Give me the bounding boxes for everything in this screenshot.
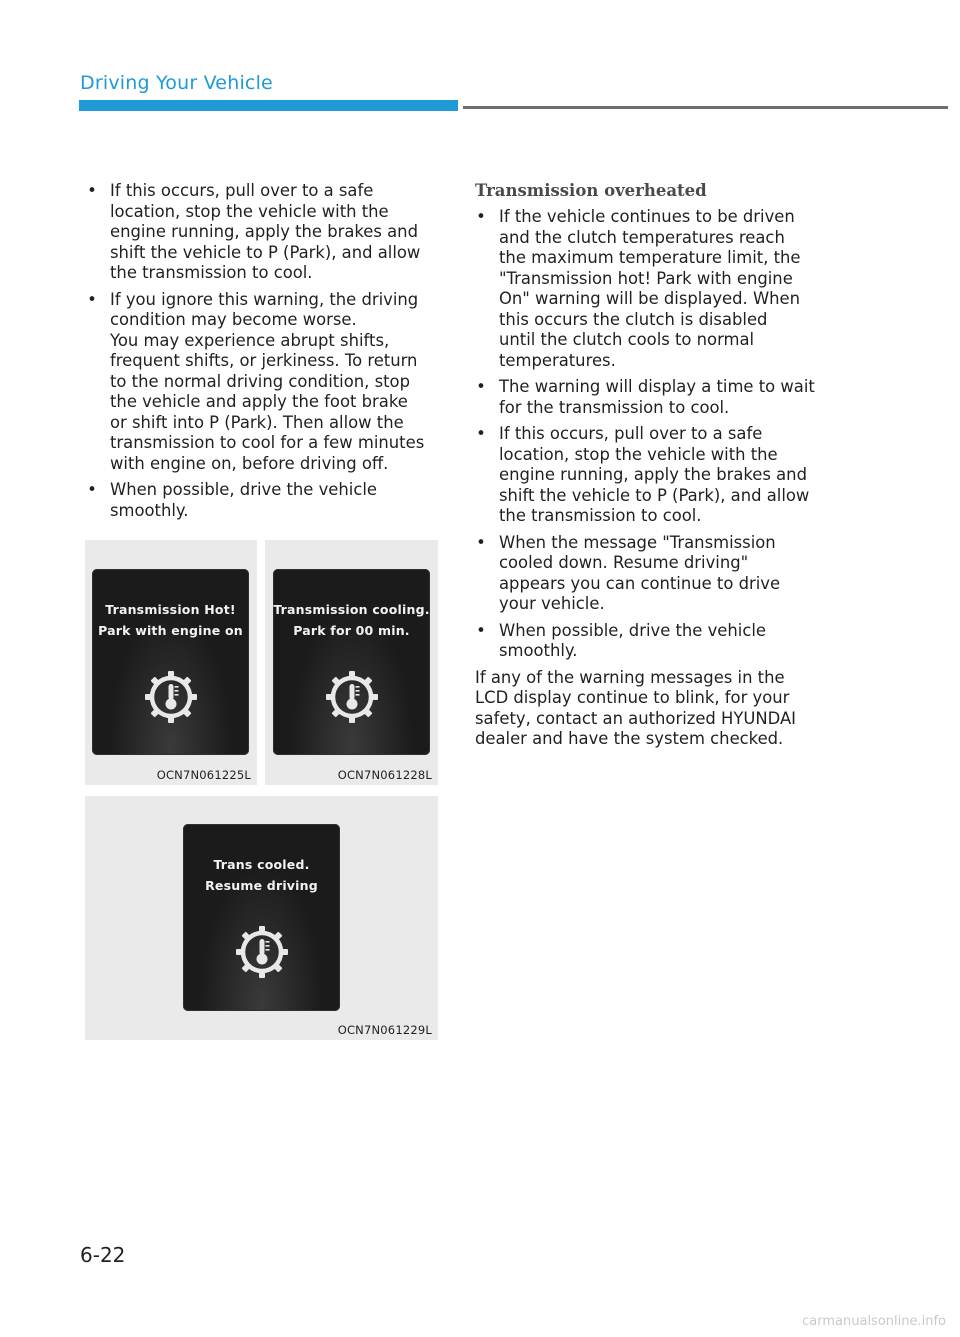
list-item: • If this occurs, pull over to a safe location, stop the vehicle with the engine running, apply the brakes and shift the vehicle to P (Park), and allow the transmission to cool. [87, 181, 421, 282]
list-item: • If this occurs, pull over to a safe location, stop the vehicle with the engine running, apply the brakes and shift the vehicle to P (Park), and allow the transmission to cool. [476, 424, 810, 525]
list-item: • When possible, drive the vehicle smoothly. [476, 620, 766, 660]
figure-transmission-cooling [265, 540, 438, 785]
left-column [86, 181, 446, 527]
bullet-icon: • [87, 480, 97, 499]
bullet-icon: • [87, 289, 97, 309]
display-message: Trans cooled. Resume driving [205, 857, 318, 893]
figure-transmission-hot [85, 540, 257, 785]
left-bullet-list [86, 181, 446, 521]
right-bullet-list [475, 207, 835, 662]
bullet-icon: • [476, 532, 486, 552]
cluster-display [273, 569, 430, 755]
figure-code: OCN7N061228L [337, 768, 432, 782]
cluster-display [183, 824, 340, 1011]
gear-thermometer-icon [322, 667, 382, 727]
watermark: carmanualsonline.info [802, 1314, 946, 1329]
page-number: 6-22 [80, 1243, 126, 1267]
bullet-icon: • [87, 181, 97, 200]
section-title: Driving Your Vehicle [80, 72, 273, 94]
list-item: • When possible, drive the vehicle smoothly. [87, 480, 377, 520]
gear-thermometer-icon [232, 922, 292, 982]
gear-thermometer-icon [141, 667, 201, 727]
bullet-icon: • [476, 377, 486, 396]
closing-paragraph: If any of the warning messages in the LCD display continue to blink, for your safety, contact an authorized HYUNDAI dealer and have the system checked. [475, 667, 797, 748]
list-item: • The warning will display a time to wait for the transmission to cool. [476, 377, 815, 417]
header-rule-blue [79, 100, 458, 111]
figure-code: OCN7N061229L [337, 1023, 432, 1037]
list-item: • When the message "Transmission cooled down. Resume driving" appears you can continue to drive your vehicle. [476, 532, 781, 613]
list-item: • If the vehicle continues to be driven and the clutch temperatures reach the maximum temperature limit, the "Transmission hot! Park with engine On" warning will be displayed. When this occurs the clutch is disabled until the clutch cools to normal temperatures. [476, 207, 801, 370]
header-rule-gray [463, 106, 948, 109]
figure-code: OCN7N061225L [156, 768, 251, 782]
cluster-display [92, 569, 249, 755]
right-column [475, 181, 835, 750]
bullet-icon: • [476, 424, 486, 443]
bullet-icon: • [476, 620, 486, 640]
list-item: • If you ignore this warning, the driving condition may become worse. You may experience abrupt shifts, frequent shifts, or jerkiness. To return to the normal driving condition, stop the vehicle and apply the foot brake or shift into P (Park). Then allow the transmission to cool for a few minutes with engine on, before driving off. [87, 289, 425, 473]
display-message: Transmission cooling. Park for 00 min. [273, 602, 430, 638]
subsection-heading: Transmission overheated [475, 181, 707, 200]
bullet-icon: • [476, 207, 486, 226]
figure-trans-cooled [85, 796, 438, 1040]
display-message: Transmission Hot! Park with engine on [98, 602, 243, 638]
